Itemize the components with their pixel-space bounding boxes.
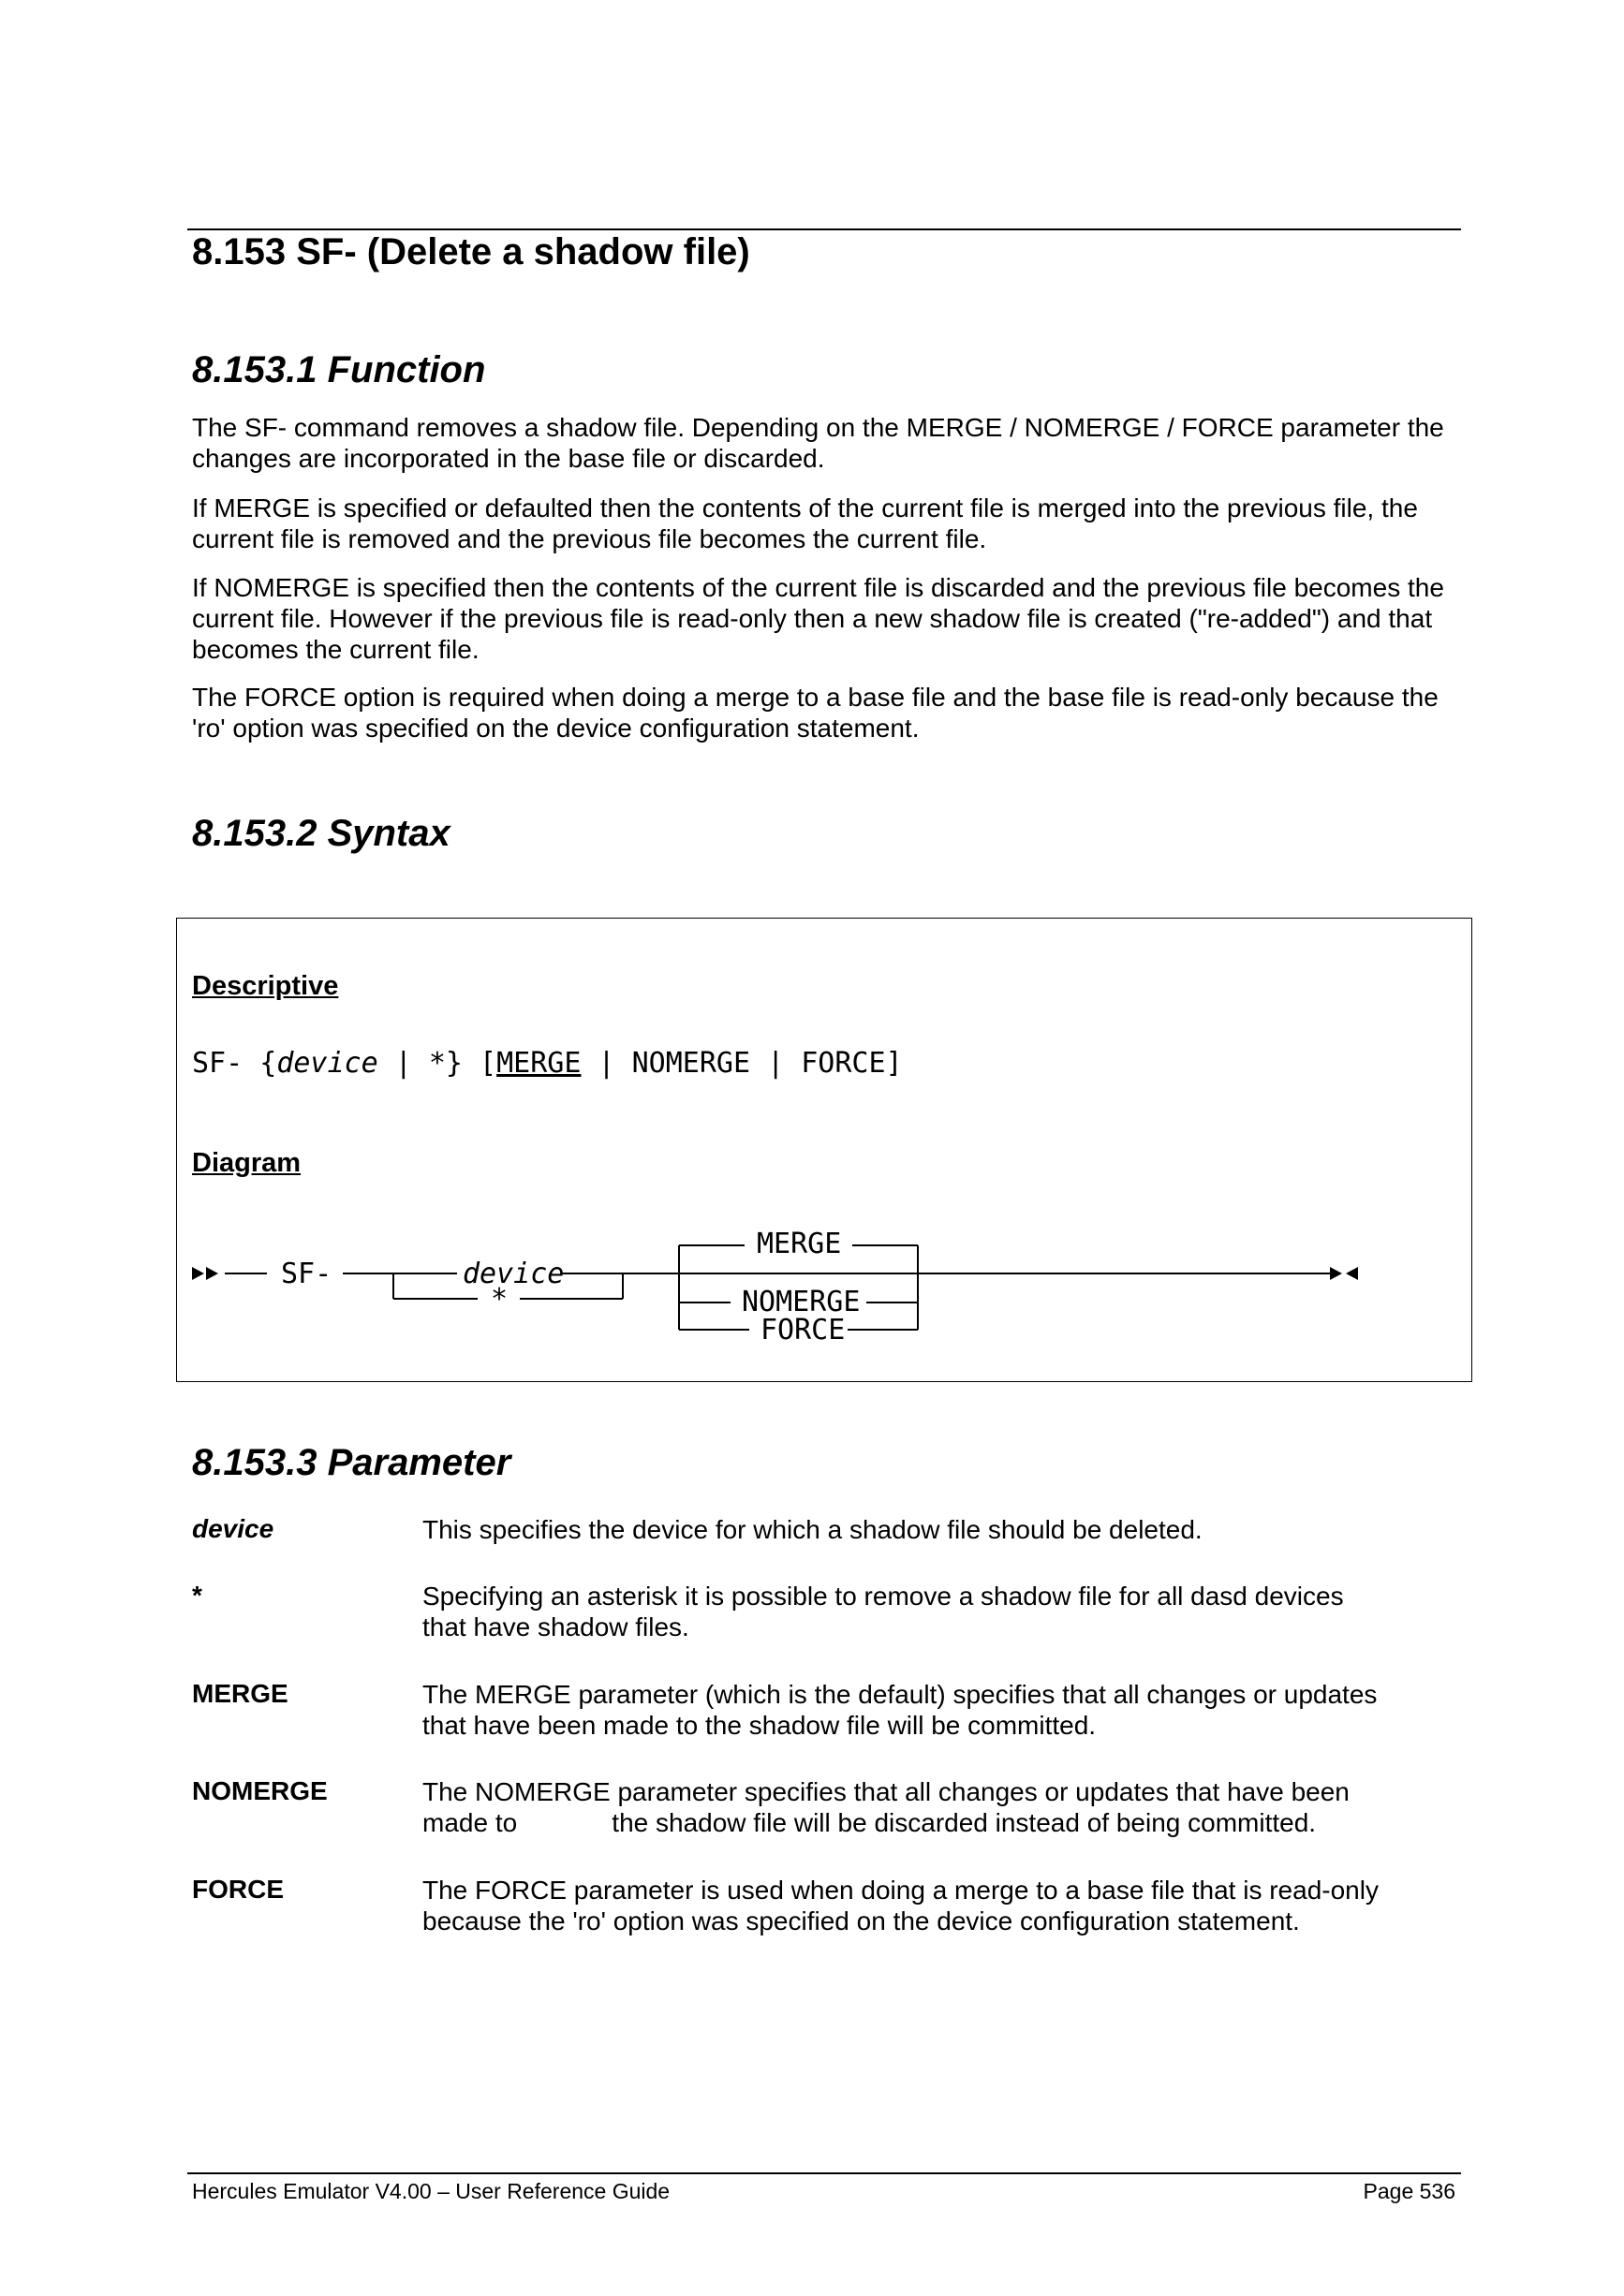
param-desc-nomerge [422,1776,1453,1838]
start-marker-arrow-1 [192,1267,204,1280]
syntax-heading: 8.153.2 Syntax [192,813,450,854]
syntax-merge-default: MERGE [496,1047,582,1080]
diagram-cmd: SF- [281,1258,332,1290]
param-desc-line: This specifies the device for which a shadow file should be deleted. [422,1515,1203,1544]
diagram-star: * [491,1283,509,1316]
syntax-nomerge: NOMERGE [631,1047,751,1080]
function-paragraph-4: The FORCE option is required when doing a merge to a base file and the base file is read-only because the 'ro' option was specified on the device configuration statement. [192,683,1439,743]
function-paragraph-2: If MERGE is specified or defaulted then the contents of the current file is merged into the previous file, the current file is removed and the previous file becomes the current file. [192,493,1418,553]
syntax-command: SF- { [192,1047,277,1080]
param-desc-line: made to the shadow file will be discarded instead of being committed. [422,1808,1317,1837]
param-desc-line: The FORCE parameter is used when doing a merge to a base file that is read-only [422,1876,1379,1905]
footer-page-number: Page 536 [1363,2179,1455,2203]
param-name-nomerge: NOMERGE [192,1776,328,1805]
syntax-star: *} [428,1047,463,1080]
syntax-force: FORCE] [801,1047,903,1080]
param-desc-line: because the 'ro' option was specified on the device configuration statement. [422,1906,1300,1935]
syntax-separator: | [750,1047,802,1080]
function-paragraph-3: If NOMERGE is specified then the contents of the current file is discarded and the previous file becomes the current file. However if the previous file is read-only then a new shadow file is created ("re-added") and that becomes the current file. [192,573,1444,664]
diagram-merge: MERGE [757,1228,842,1260]
diagram-device: device [463,1258,565,1290]
section-title: 8.153 SF- (Delete a shadow file) [192,231,750,272]
syntax-device: device [276,1047,378,1080]
diagram-label: Diagram [192,1148,302,1178]
param-name-merge: MERGE [192,1679,288,1708]
param-desc-line: that have shadow files. [422,1612,689,1641]
param-desc-star [422,1581,1453,1642]
syntax-bracket: [ [463,1047,497,1080]
param-desc-line: The MERGE parameter (which is the default) specifies that all changes or updates [422,1680,1378,1709]
footer-left: Hercules Emulator V4.00 – User Reference Guide [192,2179,671,2203]
param-desc-line: Specifying an asterisk it is possible to remove a shadow file for all dasd devices [422,1582,1344,1611]
diagram-nomerge: NOMERGE [742,1286,861,1318]
start-marker-arrow-2 [206,1267,218,1280]
end-marker-arrow [1330,1267,1342,1280]
footer-rule [187,2172,1461,2174]
param-desc-merge [422,1679,1453,1741]
parameter-heading: 8.153.3 Parameter [192,1442,511,1483]
function-paragraph-1: The SF- command removes a shadow file. Depending on the MERGE / NOMERGE / FORCE parameter the changes are incorporated in the base file or discarded. [192,413,1444,473]
param-desc-device [422,1514,1453,1545]
diagram-force: FORCE [760,1314,846,1347]
end-marker-back-arrow [1346,1267,1358,1280]
param-desc-line: that have been made to the shadow file will be committed. [422,1711,1097,1740]
param-name-force: FORCE [192,1875,284,1904]
param-desc-force [422,1875,1453,1936]
function-heading: 8.153.1 Function [192,349,486,390]
param-name-device: device [192,1514,274,1543]
syntax-separator: | [377,1047,429,1080]
descriptive-label: Descriptive [192,971,339,1001]
param-desc-line: The NOMERGE parameter specifies that all changes or updates that have been [422,1777,1350,1806]
syntax-separator: | [581,1047,632,1080]
param-name-star: * [192,1581,202,1610]
